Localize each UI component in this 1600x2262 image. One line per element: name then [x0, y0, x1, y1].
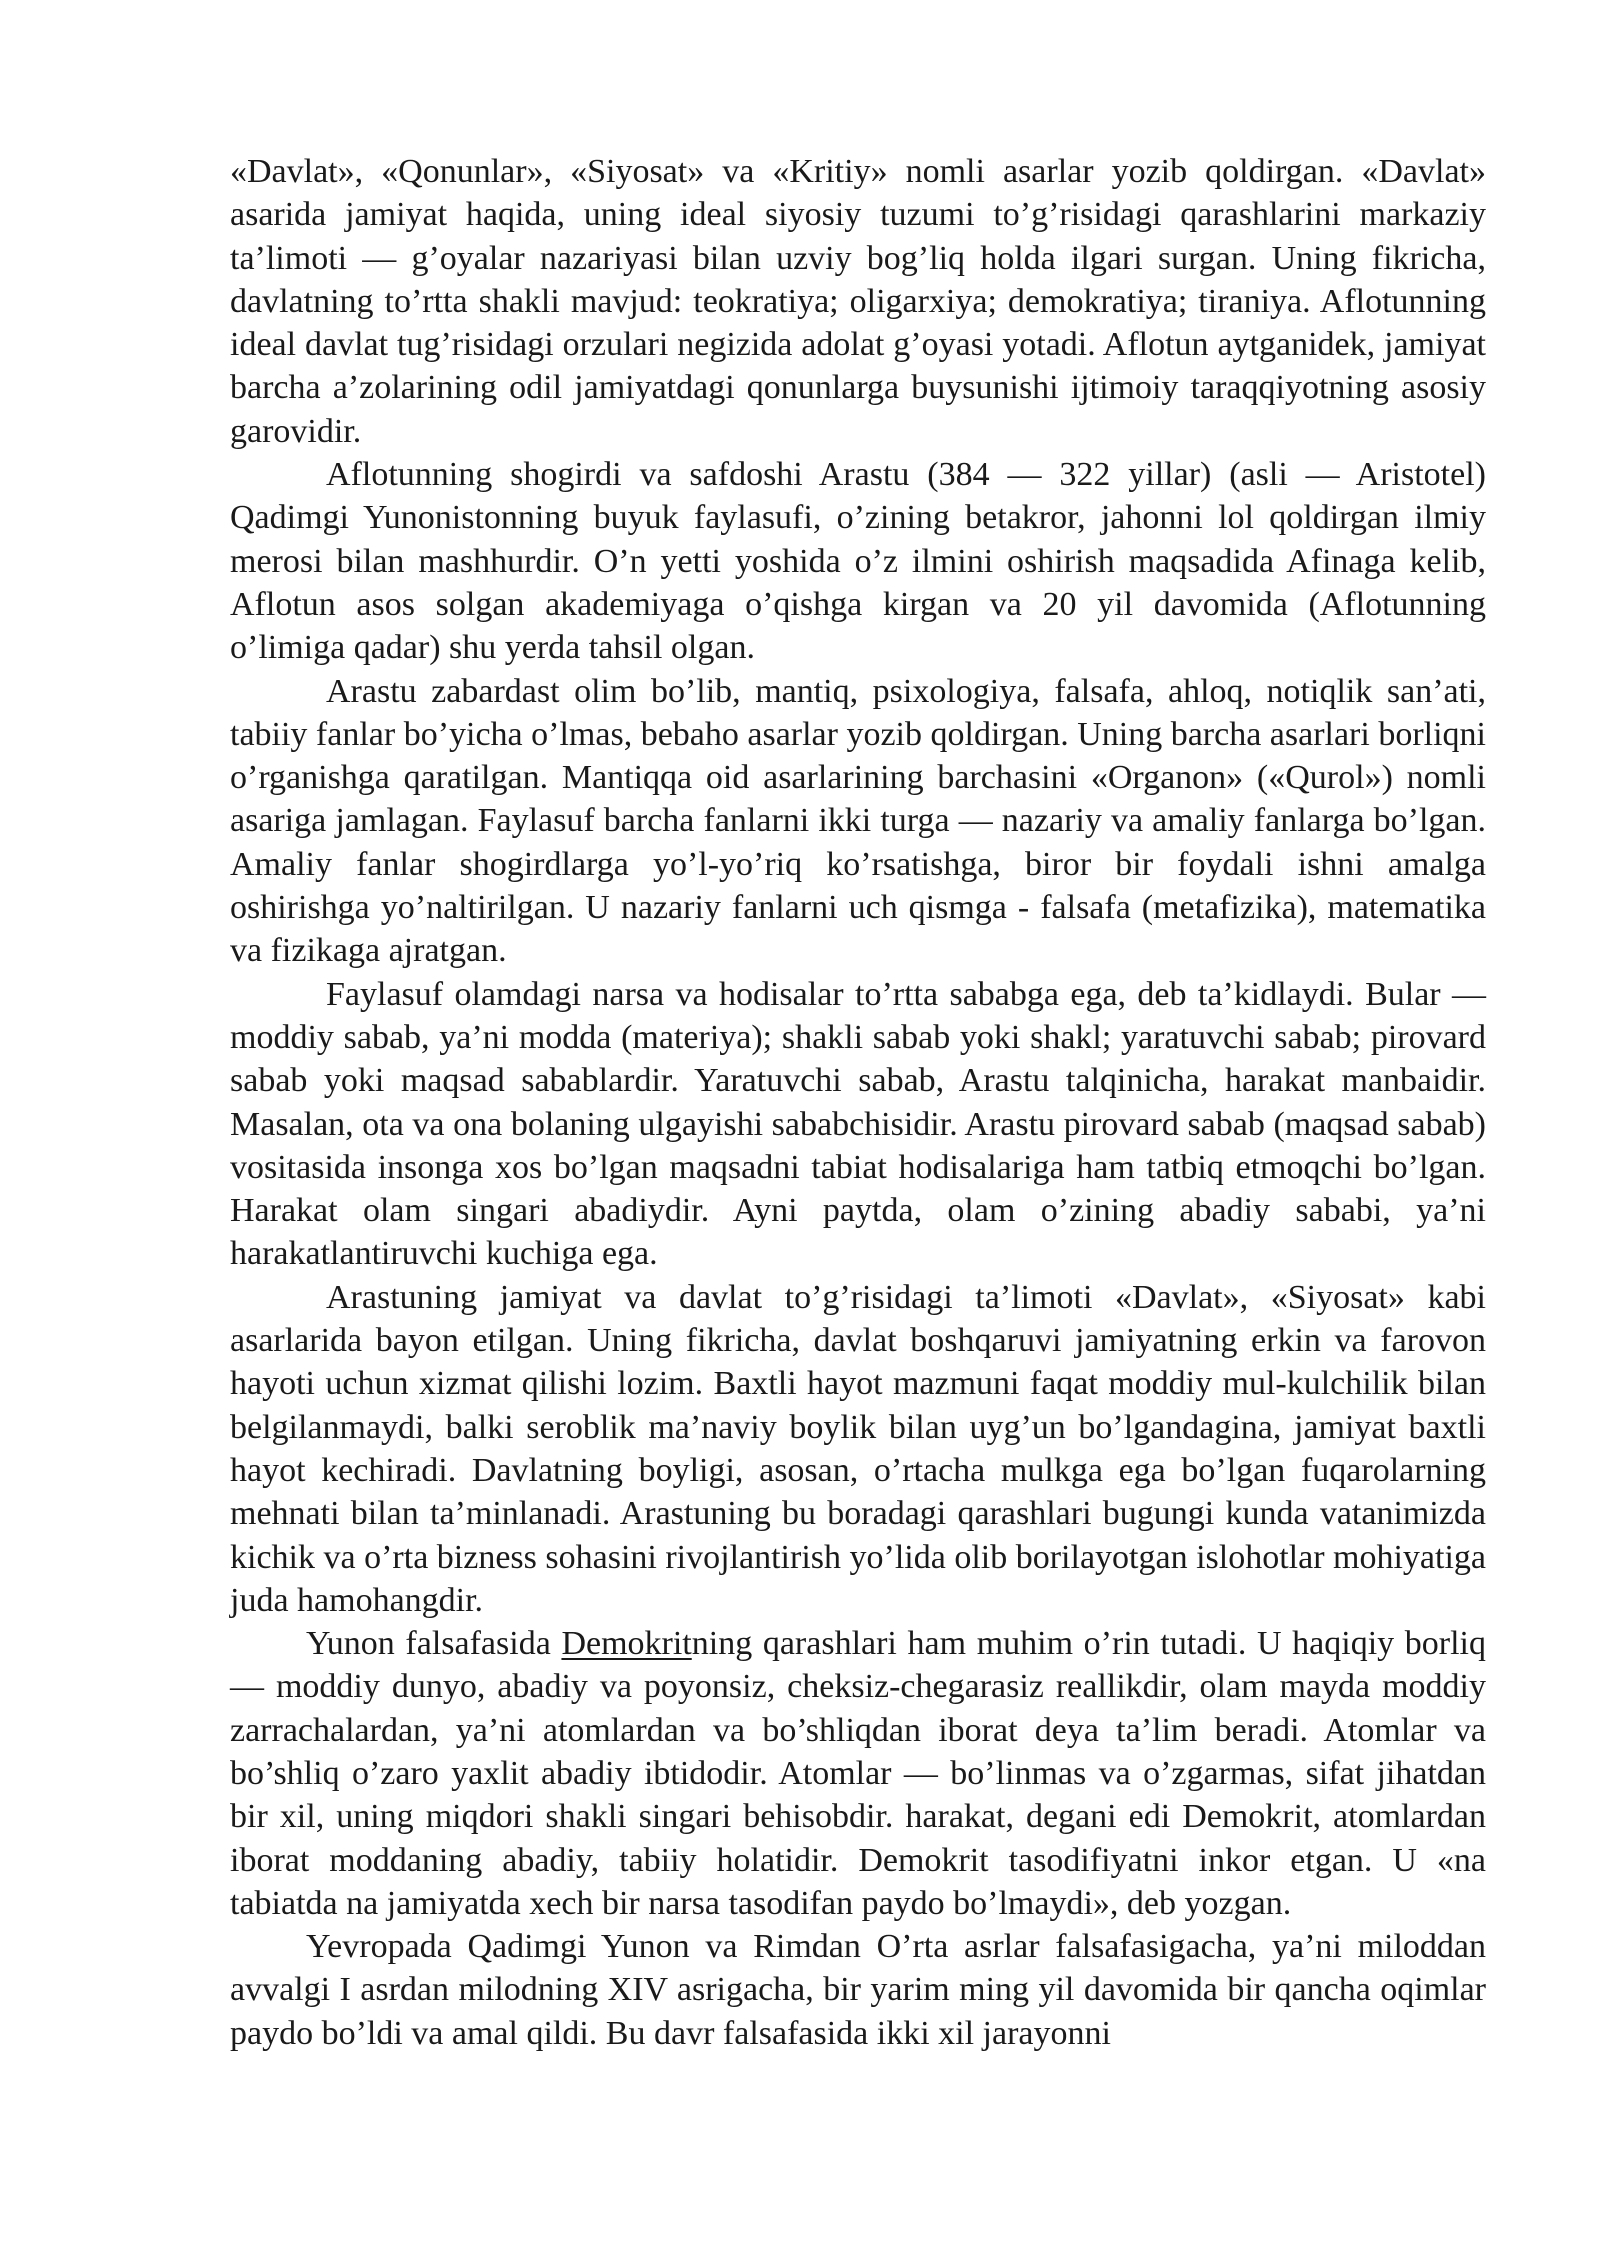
paragraph-demokrit — [230, 1622, 1486, 1925]
paragraph-demokrit-rest: ning qarashlari ham muhim o’rin tutadi. U haqiqiy borliq — moddiy dunyo, abadiy va poyonsiz, cheksiz-chegarasiz reallikdir, olam mayda moddiy zarrachalardan, ya’ni atomlardan va bo’shliqdan iborat deya ta’lim beradi. Atomlar va bo’shliq o’zaro yaxlit abadiy ibtidodir. Atomlar — bo’linmas va o’zgarmas, sifat jihatdan bir xil, uning miqdori shakli singari behisobdir. harakat, degani edi Demokrit, atomlardan iborat moddaning abadiy, tabiiy holatidir. Demokrit tasodifiyatni inkor etgan. U «na tabiatda na jamiyatda xech bir narsa tasodifan paydo bo’lmaydi», deb yozgan. — [230, 1625, 1486, 1922]
body-text — [230, 150, 1486, 2055]
paragraph-four-causes: Faylasuf olamdagi narsa va hodisalar to’rtta sababga ega, deb ta’kidlaydi. Bular — moddiy sabab, ya’ni modda (materiya); shakli sabab yoki shakl; yaratuvchi sabab; pirovard sabab yoki maqsad sabablardir. Yaratuvchi sabab, Arastu talqinicha, harakat manbaidir. Masalan, ota va ona bolaning ulgayishi sababchisidir. Arastu pirovard sabab (maqsad sabab) vositasida insonga xos bo’lgan maqsadni tabiat hodisalariga ham tatbiq etmoqchi bo’lgan. Harakat olam singari abadiydir. Ayni paytda, olam o’zining abadiy sababi, ya’ni harakatlantiruvchi kuchiga ega. — [230, 975, 1486, 1273]
paragraph-demokrit-intro: Yunon falsafasida — [306, 1625, 562, 1663]
paragraph-davlat-works: «Davlat», «Qonunlar», «Siyosat» va «Kritiy» nomli asarlar yozib qoldirgan. «Davlat» asarida jamiyat haqida, uning ideal siyosiy tuzumi to’g’risidagi qarashlarini markaziy ta’limoti — g’oyalar nazariyasi bilan uzviy bog’liq holda ilgari surgan. Uning fikricha, davlatning to’rtta shakli mavjud: teokratiya; oligarxiya; demokratiya; tiraniya. Aflotunning ideal davlat tug’risidagi orzulari negizida adolat g’oyasi yotadi. Aflotun aytganidek, jamiyat barcha a’zolarining odil jamiyatdagi qonunlarga buysunishi ijtimoiy taraqqiyotning asosiy garovidir. — [230, 153, 1486, 450]
paragraph-middle-ages: Yevropada Qadimgi Yunon va Rimdan O’rta asrlar falsafasigacha, ya’ni miloddan avvalgi I asrdan milodning XIV asrigacha, bir yarim ming yil davomida bir qancha oqimlar paydo bo’ldi va amal qildi. Bu davr falsafasida ikki xil jarayonni — [230, 1928, 1486, 2052]
paragraph-arastu-sciences: Arastu zabardast olim bo’lib, mantiq, psixologiya, falsafa, ahloq, notiqlik san’ati, tabiiy fanlar bo’yicha o’lmas, bebaho asarlar yozib qoldirgan. Uning barcha asarlari borliqni o’rganishga qaratilgan. Mantiqqa oid asarlarining barchasini «Organon» («Qurol») nomli asariga jamlagan. Faylasuf barcha fanlarni ikki turga — nazariy va amaliy fanlarga bo’lgan. Amaliy fanlar shogirdlarga yo’l-yo’riq ko’rsatishga, biror bir foydali ishni amalga oshirishga yo’naltirilgan. U nazariy fanlarni uch qismga - falsafa (metafizika), matematika va fizikaga ajratgan. — [230, 672, 1486, 970]
paragraph-arastu-state: Arastuning jamiyat va davlat to’g’risidagi ta’limoti «Davlat», «Siyosat» kabi asarlarida bayon etilgan. Uning fikricha, davlat boshqaruvi jamiyatning erkin va farovon hayoti uchun xizmat qilishi lozim. Baxtli hayot mazmuni faqat moddiy mul-kulchilik bilan belgilanmaydi, balki seroblik ma’naviy boylik bilan uyg’un bo’lgandagina, jamiyat baxtli hayot kechiradi. Davlatning boyligi, asosan, o’rtacha mulkga ega bo’lgan fuqarolarning mehnati bilan ta’minlanadi. Arastuning bu boradagi qarashlari bugungi kunda vatanimizda kichik va o’rta bizness sohasini rivojlantirish yo’lida olib borilayotgan islohotlar mohiyatiga juda hamohangdir. — [230, 1278, 1486, 1619]
demokrit-link[interactable]: Demokrit — [561, 1625, 692, 1663]
paragraph-arastu-intro: Aflotunning shogirdi va safdoshi Arastu (384 — 322 yillar) (asli — Aristotel) Qadimgi Yunonistonning buyuk faylasufi, o’zining betakror, jahonni lol qoldirgan ilmiy merosi bilan mashhurdir. O’n yetti yoshida o’z ilmini oshirish maqsadida Afinaga kelib, Aflotun asos solgan akademiyaga o’qishga kirgan va 20 yil davomida (Aflotunning o’limiga qadar) shu yerda tahsil olgan. — [230, 456, 1486, 667]
